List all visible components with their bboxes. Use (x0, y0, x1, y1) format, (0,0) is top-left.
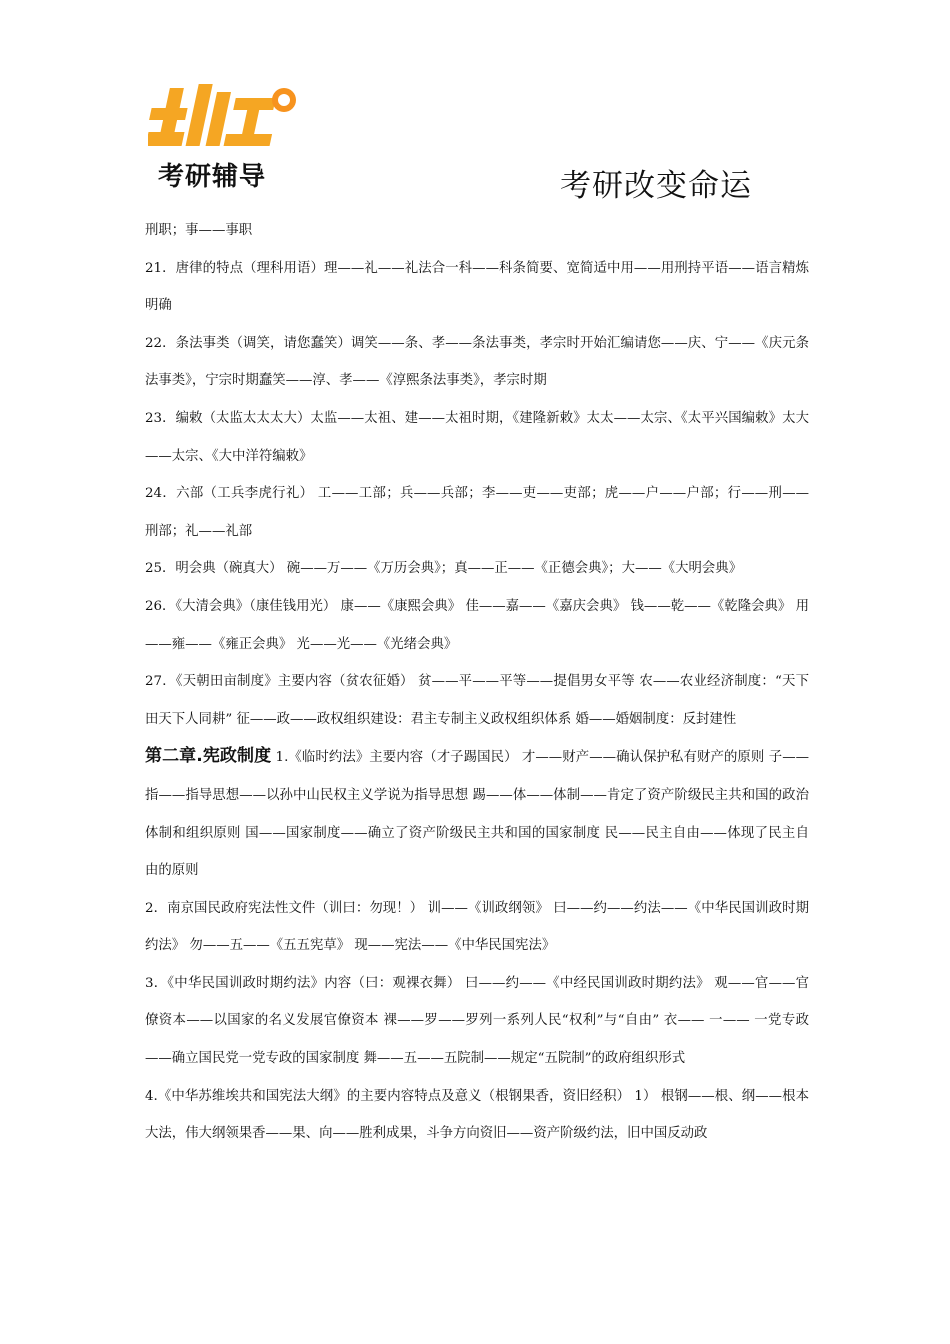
paragraph: 22．条法事类（调笑，请您蠢笑）调笑——条、孝——条法事类，孝宗时开始汇编请您——庆、宁——《庆元条法事类》，宁宗时期蠢笑——淳、孝——《淳熙条法事类》，孝宗时期 (145, 335, 809, 389)
paragraph: 27．《天朝田亩制度》主要内容（贫农征婚） 贫——平——平等——提倡男女平等 农——农业经济制度：“天下田天下人同耕” 征——政——政权组织建设：君主专制主义政权组织体系 婚——婚姻制度：反封建性 (145, 674, 809, 727)
paragraph: 3．《中华民国训政时期约法》内容（曰：观裸衣舞） 曰——约——《中经民国训政时期约法》 观——官——官僚资本——以国家的名义发展官僚资本 裸——罗——罗列一系列人民“权利”与“自由” 衣—— 一—— 一党专政——确立国民党一党专政的国家制度 舞——五——五院制——规定“五院制”的政府组织形式 (145, 975, 809, 1067)
kaicheng-logo (148, 78, 308, 196)
paragraph: 26．《大清会典》（康佳钱用光） 康——《康熙会典》 佳——嘉——《嘉庆会典》 钱——乾——《乾隆会典》 用——雍——《雍正会典》 光——光——《光绪会典》 (145, 598, 809, 652)
chapter-heading: 第二章.宪政制度 (145, 746, 272, 767)
paragraph: 21．唐律的特点（理科用语）理——礼——礼法合一科——科条简要、宽简适中用——用刑持平语——语言精炼明确 (145, 260, 809, 314)
paragraph: 刑职；事——事职 (145, 223, 253, 238)
paragraph: 25．明会典（碗真大） 碗——万——《万历会典》；真——正——《正德会典》；大——《大明会典》 (145, 561, 743, 577)
paragraph: 23．编敕（太监太太太大）太监——太祖、建——太祖时期，《建隆新敕》太太——太宗、《太平兴国编敕》太大——太宗、《大中洋符编敕》 (145, 410, 809, 464)
paragraph: 2．南京国民政府宪法性文件（训曰：勿现！） 训——《训政纲领》 曰——约——约法——《中华民国训政时期约法》 勿——五——《五五宪草》 现——宪法——《中华民国宪法》 (145, 900, 809, 954)
paragraph: 24．六部（工兵李虎行礼） 工——工部；兵——兵部；李——吏——吏部；虎——户——户部；行——刑——刑部；礼——礼部 (145, 486, 809, 539)
chapter-first-item: 1.《临时约法》主要内容（才子踢国民） 才——财产——确认保护私有财产的原则 子——指——指导思想——以孙中山民权主义学说为指导思想 踢——体——体制——肯定了资产阶级民主共和国的政治体制和组织原则 国——国家制度——确立了资产阶级民主共和国的国家制度 民——民主自由——体现了民主自由的原则 (145, 750, 809, 879)
document-body (145, 212, 809, 1153)
logo-text: 考研辅导 (158, 162, 267, 192)
chapter-paragraph (145, 738, 809, 889)
paragraph: 4.《中华苏维埃共和国宪法大纲》的主要内容特点及意义（根钢果香，资旧经积） 1） 根钢——根、纲——根本大法，伟大纲领果香——果、向——胜利成果，斗争方向资旧——资产阶级约法，旧中国反动政 (145, 1088, 809, 1142)
header-motto: 考研改变命运 (560, 168, 752, 204)
